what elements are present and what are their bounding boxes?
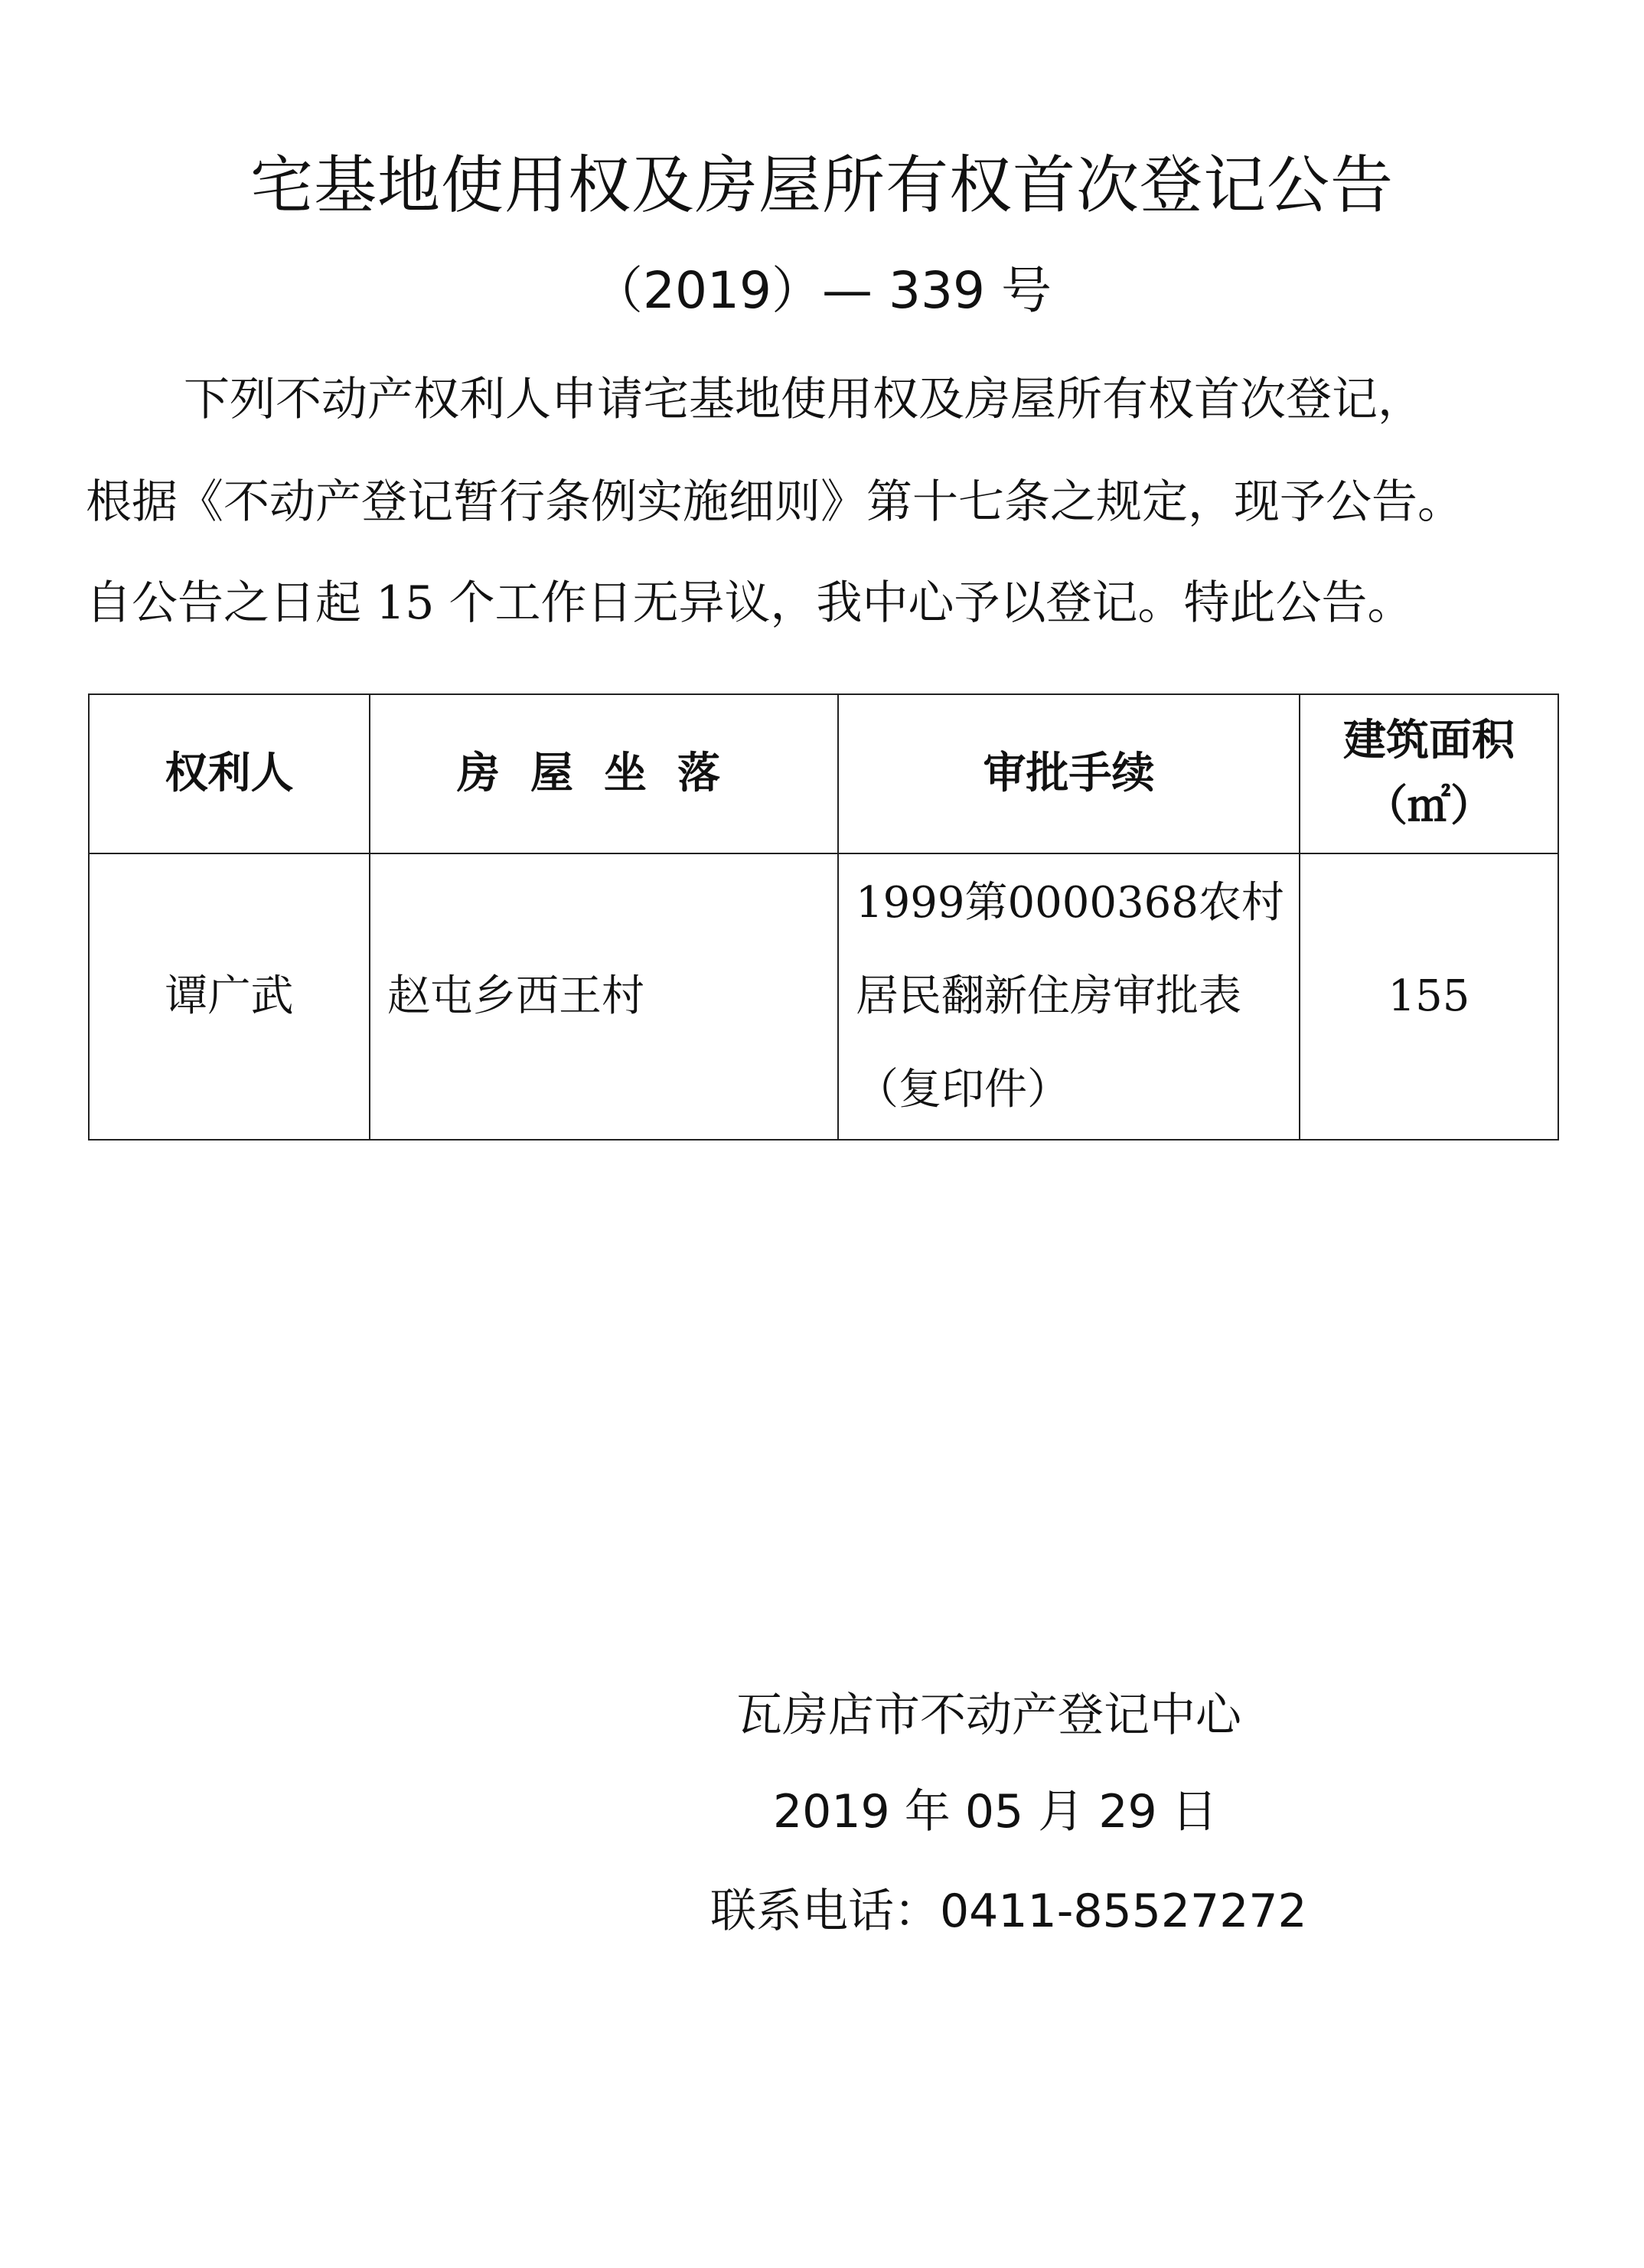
registration-table (88, 693, 1559, 1141)
header-holder: 权利人 (89, 694, 370, 853)
header-area-unit: （㎡） (1365, 782, 1493, 831)
cell-approval: 1999第0000368农村居民翻新住房审批表（复印件） (838, 853, 1300, 1140)
issuing-organization: 瓦房店市不动产登记中心 (736, 1689, 1241, 1742)
header-approval: 审批手续 (838, 694, 1300, 853)
header-location-label: 房屋坐落 (457, 749, 751, 798)
cell-holder: 谭广武 (89, 853, 370, 1140)
header-location (370, 694, 838, 853)
cell-location: 赵屯乡西王村 (370, 853, 838, 1140)
issue-date: 2019 年 05 月 29 日 (773, 1785, 1218, 1839)
table-header-row (89, 694, 1558, 853)
body-paragraph-line-3: 自公告之日起 15 个工作日无异议，我中心予以登记。特此公告。 (86, 576, 1414, 630)
page-title: 宅基地使用权及房屋所有权首次登记公告 (250, 149, 1394, 222)
contact-phone: 联系电话：0411-85527272 (710, 1885, 1307, 1938)
cell-area: 155 (1300, 853, 1558, 1140)
document-number: （2019）— 339 号 (592, 261, 1052, 320)
table-row (89, 853, 1558, 1140)
body-paragraph-line-2: 根据《不动产登记暂行条例实施细则》第十七条之规定，现予公告。 (86, 475, 1463, 529)
header-area (1300, 694, 1558, 853)
header-area-label: 建筑面积 (1343, 716, 1515, 765)
body-paragraph-line-1: 下列不动产权利人申请宅基地使用权及房屋所有权首次登记， (184, 373, 1424, 426)
